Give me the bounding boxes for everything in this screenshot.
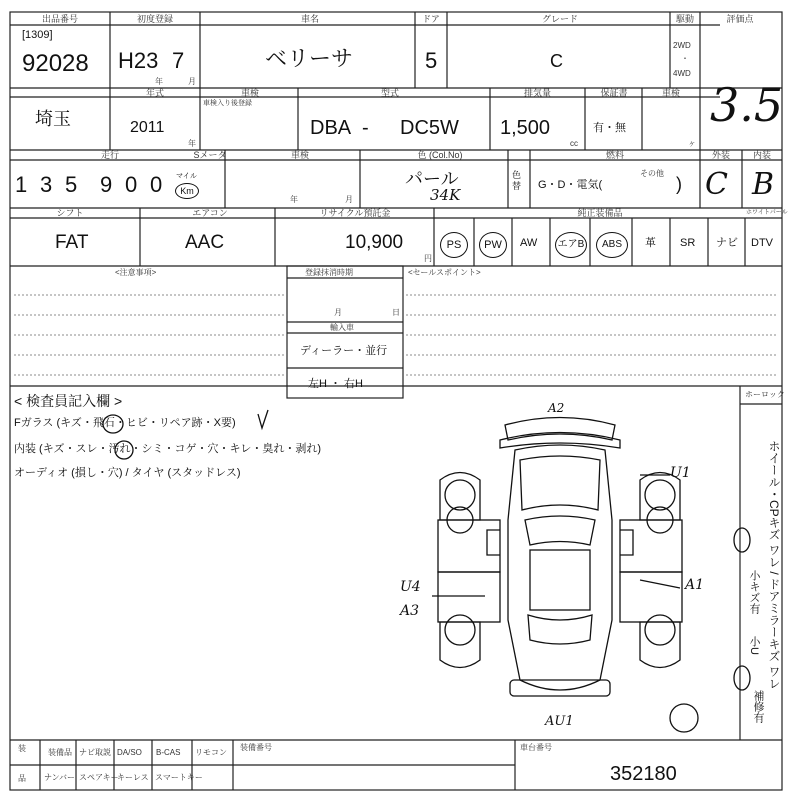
footer-col5: リモコン [195, 748, 227, 757]
inspection-sub: 車検入り後登録 [203, 100, 252, 107]
type-label: 型式 [380, 88, 399, 98]
equip-dtv: DTV [751, 237, 773, 249]
mark-a3: A3 [400, 603, 420, 619]
model-year-label: 年式 [145, 88, 164, 98]
equip-airbag: エアB [555, 232, 587, 258]
side-repair: 補修有 [752, 690, 764, 723]
car-name-label: 車名 [300, 14, 319, 24]
import-label: 輸入車 [330, 323, 354, 332]
fuel-label: 燃料 [605, 150, 624, 160]
ac-label: エアコン [192, 208, 228, 218]
mileage-label: 走行 [100, 150, 119, 160]
s-meter-label: Sメータ [193, 150, 227, 160]
grade-value: C [550, 51, 563, 71]
mileage-digit-2: 3 [40, 172, 53, 197]
inspect-note-label: 車検 [661, 88, 680, 98]
km-unit-circled: Km [175, 183, 199, 199]
warranty-label: 保証書 [600, 88, 628, 98]
recycle-label: リサイクル預託金 [319, 208, 391, 218]
side-note: ホイール・CPキズ ワレ / ドアミラーキズ ワレ [767, 440, 781, 690]
lot-number: 92028 [22, 50, 89, 77]
drive-4wd: 4WD [673, 69, 691, 78]
lock-label: ホーロック [745, 390, 785, 399]
mark-u1: U1 [670, 465, 691, 481]
footer-col1: 装備品 [48, 748, 72, 757]
mark-u4: U4 [400, 579, 421, 595]
sales-label: <セールスポイント> [408, 268, 481, 277]
ka-mark: ヶ [688, 139, 696, 148]
first-reg-label: 初度登録 [136, 14, 173, 24]
exterior-label: 外装 [711, 150, 730, 160]
type-model: DC5W [400, 117, 459, 139]
caution-label: <注意事項> [115, 268, 157, 277]
displacement-label: 排気量 [523, 88, 551, 98]
door-count: 5 [425, 48, 438, 73]
mileage-digit-4: 9 [100, 172, 113, 197]
mark-a2: A2 [548, 401, 565, 415]
footer-col4: B-CAS [156, 748, 181, 757]
drive-dot: ・ [681, 54, 689, 63]
inspection-line-1: Fガラス (キズ・飛石・ヒビ・リペア跡・X要) [14, 417, 236, 429]
row3-nen: 年 [290, 195, 298, 204]
drive-label: 駆動 [675, 14, 694, 24]
drive-2wd: 2WD [673, 41, 691, 50]
exterior-grade: C [705, 167, 728, 202]
footer-col2: ナビ取説 [79, 748, 111, 757]
recycle-value: 10,900 [345, 232, 404, 253]
inspection-line-2: 内装 (キズ・スレ・汚れ・シミ・コゲ・穴・キレ・臭れ・剥れ) [14, 443, 322, 455]
mark-au1: AU1 [545, 714, 574, 729]
equip-aw: AW [520, 237, 538, 249]
first-reg-month: 7 [172, 48, 185, 73]
lot-bracket: [1309] [22, 29, 53, 41]
shift-value: FAT [55, 232, 89, 253]
equip-sr: SR [680, 237, 696, 249]
vin-label: 車台番号 [520, 743, 552, 752]
fuel-change-label: 色替 [512, 170, 522, 191]
kitchen-label: ホワイトパール [746, 210, 788, 216]
type-dash: - [362, 117, 369, 139]
car-name: ベリーサ [265, 46, 354, 71]
equip-navi: ナビ [716, 237, 738, 249]
mile-unit: マイル [176, 173, 197, 180]
first-reg-era-year: H23 [118, 48, 159, 73]
cc-unit: cc [570, 139, 578, 148]
footer-row2b: スペアキー [79, 773, 119, 782]
mileage-digit-1: 1 [15, 172, 28, 197]
shift-label: シフト [56, 208, 84, 218]
handle-value: 左H ・ 右H [308, 378, 363, 390]
nen-mark-2: 年 [188, 139, 196, 148]
model-year: 2011 [130, 119, 165, 136]
mileage-digit-3: 5 [65, 172, 78, 197]
mileage-digit-5: 0 [125, 172, 138, 197]
score-label: 評価点 [726, 14, 754, 24]
reg-label: 登録抹消時期 [305, 268, 353, 277]
color-value: パール [405, 169, 459, 189]
region: 埼玉 [35, 109, 71, 129]
footer-side-b: 品 [18, 774, 26, 783]
side-small-2: 小U [748, 636, 760, 655]
footer-row2c: キーレス [117, 773, 149, 782]
score-value: 3.5 [710, 78, 784, 132]
footer-side-a: 装 [18, 744, 26, 753]
tsuki-mark: 月 [188, 77, 196, 86]
displacement: 1,500 [500, 117, 551, 139]
row3-inspect-label: 車検 [290, 150, 309, 160]
lot-label: 出品番号 [41, 14, 78, 24]
vin-value: 352180 [610, 763, 677, 785]
grade-label: グレード [541, 14, 578, 24]
mark-a1: A1 [685, 577, 705, 593]
footer-row2a: ナンバー [44, 773, 76, 782]
inspection-line-3: オーディオ (損し・穴) / タイヤ (スタッドレス) [14, 467, 241, 479]
import-value: ディーラー・並行 [300, 345, 388, 357]
side-small-1: 小キズ有 [748, 570, 760, 614]
notes-hi: 日 [392, 308, 400, 317]
fuel-close: ) [676, 174, 682, 194]
equip-ps: PS [440, 232, 468, 258]
yen-unit: 円 [424, 254, 432, 263]
footer-col3: DA/SO [117, 748, 142, 757]
type-prefix: DBA [310, 117, 352, 139]
equip-leather: 革 [645, 237, 656, 249]
door-label: ドア [422, 14, 440, 24]
color-label: 色 (Col.No) [417, 150, 463, 160]
interior-label: 内装 [752, 150, 771, 160]
row3-tsuki: 月 [345, 195, 353, 204]
notes-tsuki: 月 [334, 308, 342, 317]
equip-abs: ABS [596, 232, 628, 258]
interior-grade: B [752, 167, 775, 202]
color-code: 34K [430, 186, 461, 204]
ac-value: AAC [185, 232, 225, 253]
fuel-other: その他 [640, 169, 664, 178]
equip-pw: PW [479, 232, 507, 258]
fuel-options: G・D・電気( [538, 179, 603, 191]
mileage-digit-6: 0 [150, 172, 163, 197]
nen-mark: 年 [155, 77, 163, 86]
equipment-label: 純正装備品 [577, 208, 623, 218]
footer-col6: 装備番号 [240, 743, 272, 752]
inspection-label: 車検 [240, 88, 259, 98]
inspection-title: < 検査員記入欄 > [14, 393, 123, 409]
warranty-value: 有・無 [593, 122, 626, 134]
footer-row2d: スマートキー [155, 773, 203, 782]
